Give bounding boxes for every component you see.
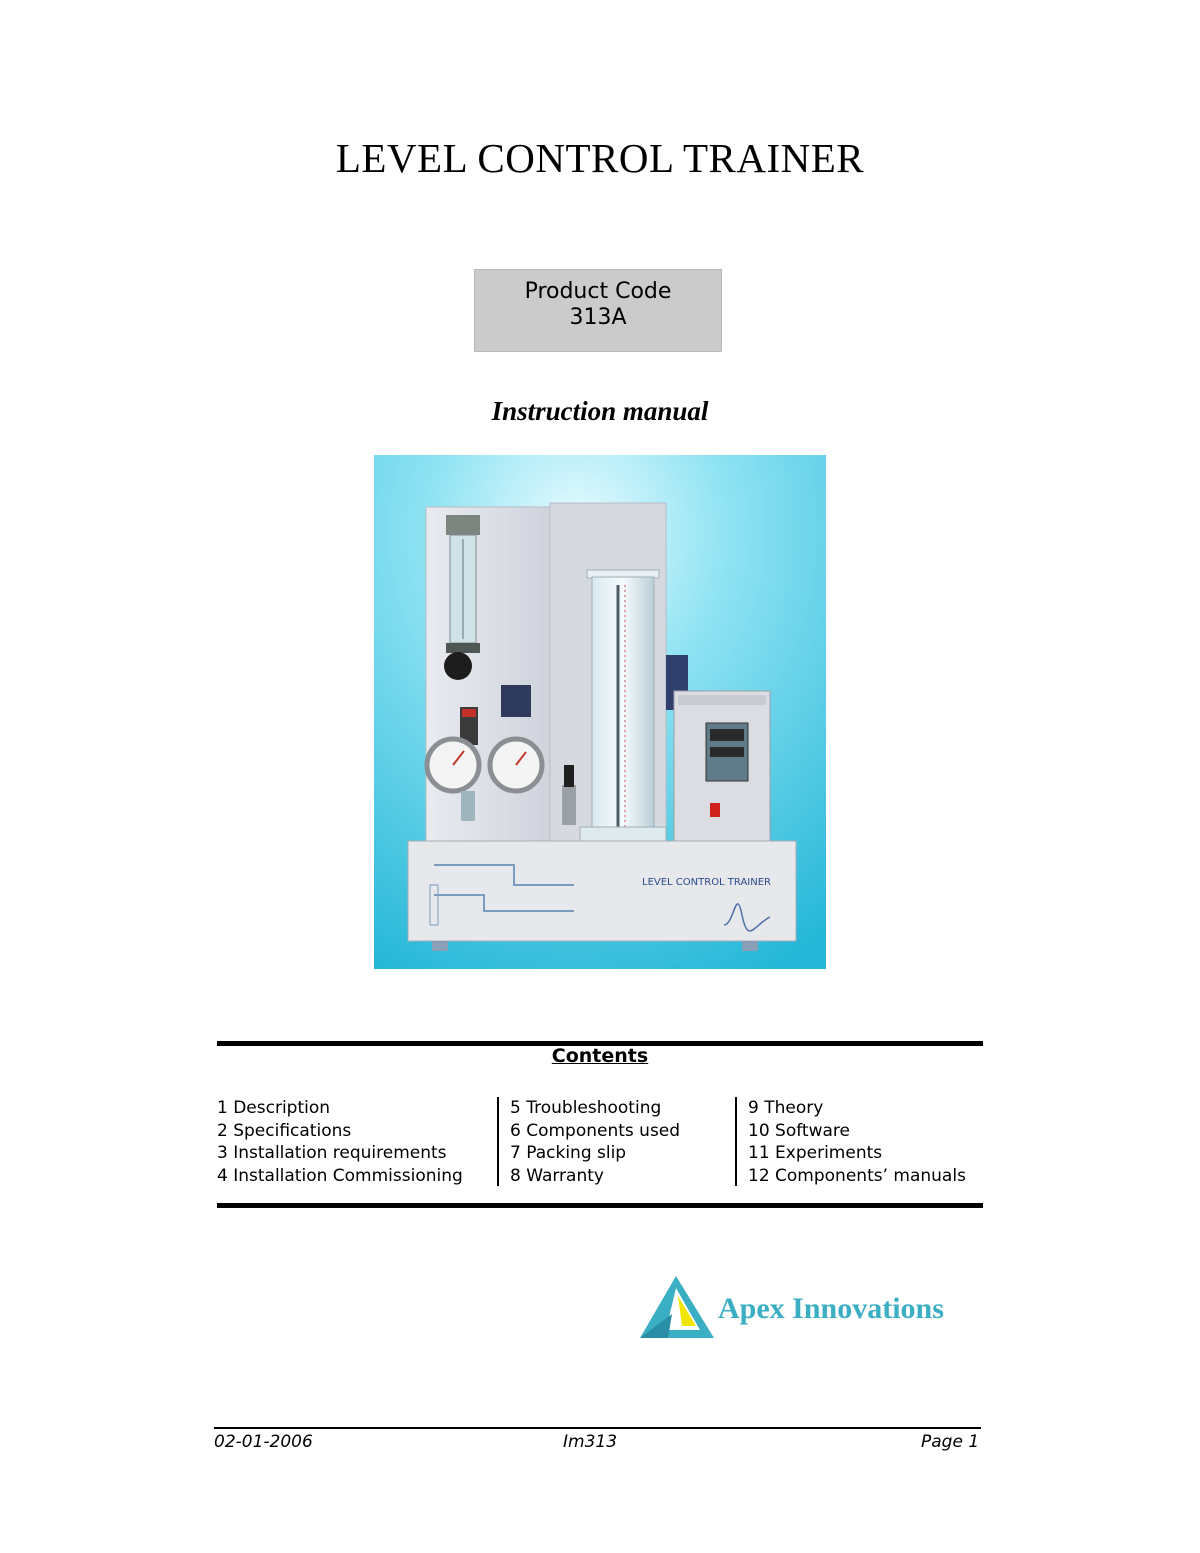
- product-code-label: Product Code: [524, 279, 672, 304]
- contents-column-3: [748, 1097, 966, 1187]
- footer-rule: [214, 1427, 981, 1429]
- product-code-value: 313A: [569, 305, 627, 330]
- contents-column-2: [510, 1097, 680, 1187]
- contents-item[interactable]: 12 Components’ manuals: [748, 1165, 966, 1186]
- footer-date: 02-01-2006: [214, 1432, 313, 1452]
- apex-logo-icon: [638, 1274, 716, 1340]
- document-subtitle: Instruction manual: [491, 396, 709, 426]
- photo-caption: LEVEL CONTROL TRAINER: [642, 877, 771, 888]
- contents-column-1: [217, 1097, 463, 1187]
- contents-divider: [497, 1097, 499, 1186]
- footer-page: Page 1: [921, 1432, 980, 1452]
- contents-item[interactable]: 1 Description: [217, 1098, 331, 1118]
- document-title: LEVEL CONTROL TRAINER: [335, 135, 865, 181]
- contents-item[interactable]: 11 Experiments: [748, 1143, 883, 1163]
- contents-item[interactable]: 5 Troubleshooting: [510, 1098, 662, 1118]
- contents-item[interactable]: 3 Installation requirements: [217, 1143, 447, 1163]
- contents-bottom-rule: [217, 1203, 983, 1208]
- contents-item[interactable]: 2 Specifications: [217, 1120, 352, 1141]
- contents-item[interactable]: 8 Warranty: [510, 1165, 604, 1186]
- contents-item[interactable]: 6 Components used: [510, 1120, 681, 1141]
- product-code-box: [474, 269, 722, 352]
- contents-item[interactable]: 9 Theory: [748, 1098, 824, 1118]
- contents-item[interactable]: 7 Packing slip: [510, 1143, 627, 1163]
- company-logo-text: Apex Innovations: [718, 1292, 944, 1325]
- contents-item[interactable]: 4 Installation Commissioning: [217, 1165, 463, 1186]
- footer-doc-id: Im313: [563, 1432, 618, 1452]
- product-photo: [374, 455, 826, 969]
- contents-divider: [735, 1097, 737, 1186]
- contents-item[interactable]: 10 Software: [748, 1120, 850, 1141]
- contents-heading: Contents: [551, 1045, 649, 1067]
